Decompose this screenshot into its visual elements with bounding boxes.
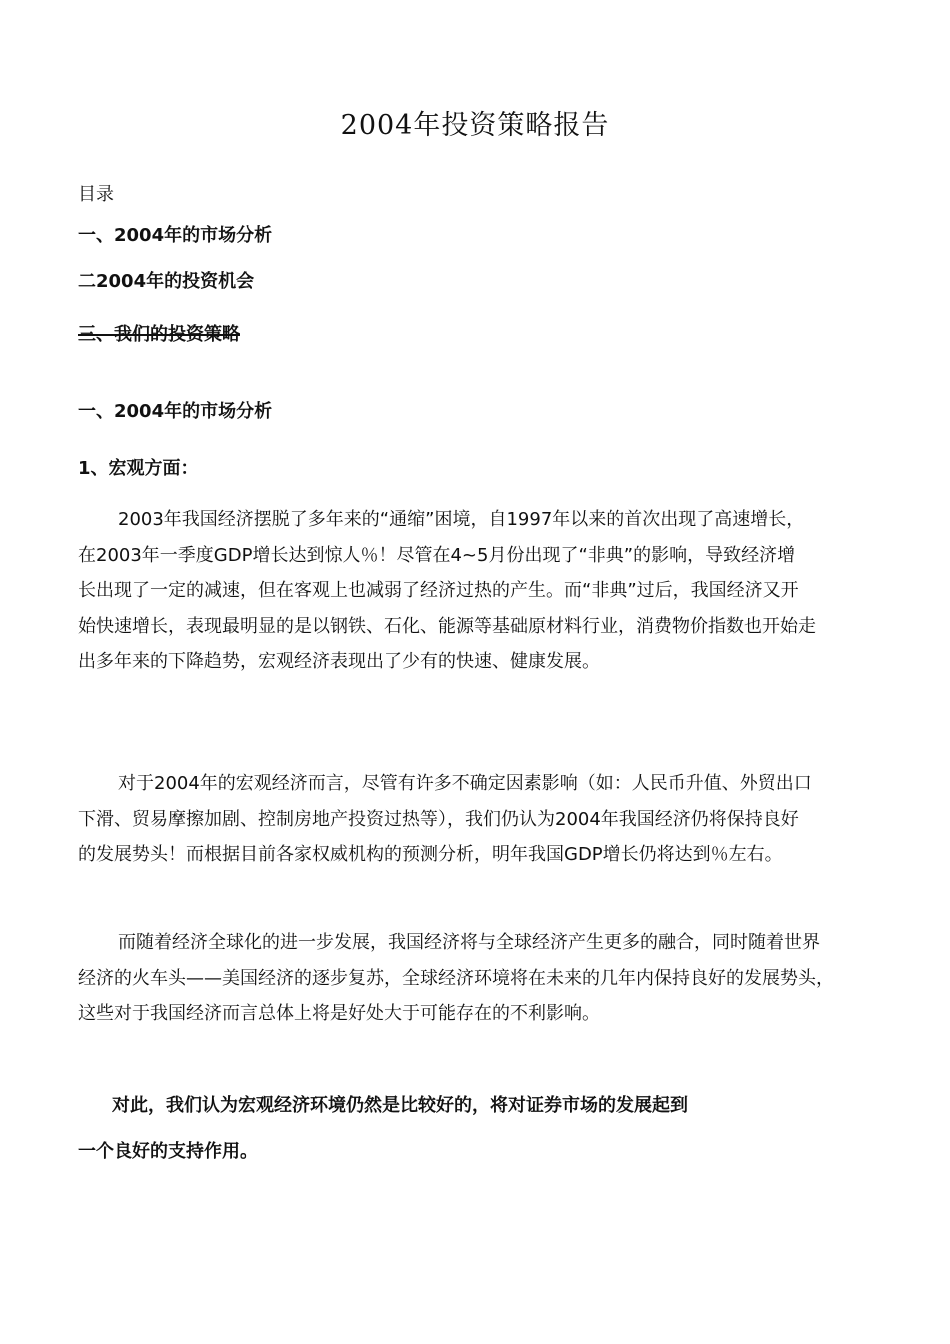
paragraph-line: 的发展势头！而根据目前各家权威机构的预测分析，明年我国GDP增长仍将达到％左右。 xyxy=(78,844,783,865)
conclusion-paragraph xyxy=(78,1088,878,1169)
paragraph-2 xyxy=(78,766,878,873)
paragraph-1 xyxy=(78,502,878,680)
paragraph-line: 而随着经济全球化的进一步发展，我国经济将与全球经济产生更多的融合，同时随着世界 xyxy=(118,932,820,953)
document-title: 2004年投资策略报告 xyxy=(340,110,610,141)
paragraph-line: 一个良好的支持作用。 xyxy=(78,1140,258,1162)
paragraph-line: 经济的火车头——美国经济的逐步复苏，全球经济环境将在未来的几年内保持良好的发展势头， xyxy=(78,967,834,989)
paragraph-line: 出多年来的下降趋势，宏观经济表现出了少有的快速、健康发展。 xyxy=(78,651,600,672)
toc-item-market-analysis[interactable]: 一、2004年的市场分析 xyxy=(78,225,273,246)
toc-heading: 目录 xyxy=(78,184,114,205)
paragraph-3 xyxy=(78,925,878,1032)
section-heading: 一、2004年的市场分析 xyxy=(78,401,273,422)
paragraph-line: 长出现了一定的减速，但在客观上也减弱了经济过热的产生。而“非典”过后，我国经济又开 xyxy=(78,580,799,601)
subsection-heading: 1、宏观方面： xyxy=(78,458,199,479)
paragraph-line: 这些对于我国经济而言总体上将是好处大于可能存在的不利影响。 xyxy=(78,1003,600,1024)
paragraph-line: 始快速增长，表现最明显的是以钢铁、石化、能源等基础原材料行业，消费物价指数也开始走 xyxy=(78,615,816,637)
paragraph-line: 2003年我国经济摆脱了多年来的“通缩”困境，自1997年以来的首次出现了高速增长， xyxy=(118,509,805,530)
toc-item-investment-strategy[interactable]: 三、我们的投资策略 xyxy=(78,324,240,345)
toc-item-investment-opportunities[interactable]: 二2004年的投资机会 xyxy=(78,271,255,292)
paragraph-line: 对此，我们认为宏观经济环境仍然是比较好的，将对证券市场的发展起到 xyxy=(112,1095,688,1116)
paragraph-line: 下滑、贸易摩擦加剧、控制房地产投资过热等），我们仍认为2004年我国经济仍将保持良好 xyxy=(78,808,799,830)
paragraph-line: 在2003年一季度GDP增长达到惊人％！尽管在4~5月份出现了“非典”的影响，导致经济增 xyxy=(78,544,796,566)
paragraph-line: 对于2004年的宏观经济而言，尽管有许多不确定因素影响（如：人民币升值、外贸出口 xyxy=(118,773,812,794)
